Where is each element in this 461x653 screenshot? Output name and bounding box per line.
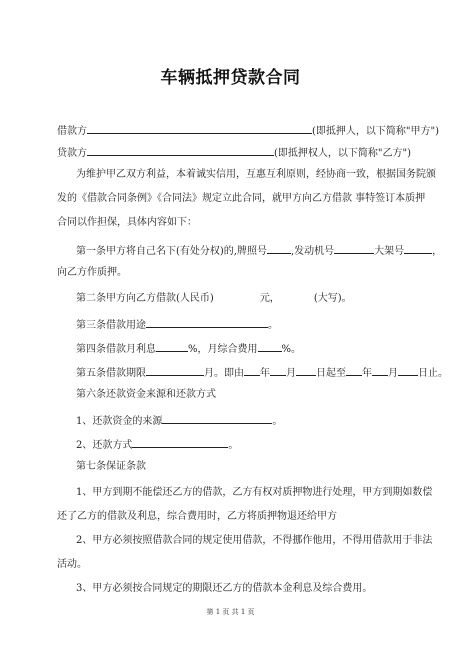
article-5-until: 日起至 bbox=[316, 368, 346, 379]
article-7-p2-line-1: 2、甲方必须按照借款合同的规定使用借款，不得挪作他用，不得用借款用于非法 bbox=[76, 535, 433, 546]
intro-line-1: 为维护甲乙双方利益，本着诚实信用，互惠互利原则，经协商一致，根据国务院颁 bbox=[76, 169, 436, 180]
article-1-frame-label: 大架号 bbox=[374, 246, 405, 257]
lender-suffix: (即抵押权人，以下简称"乙方") bbox=[274, 148, 412, 159]
page-number-footer: 第 1 页 共 1 页 bbox=[206, 608, 255, 616]
intro-line-2: 发的《借款合同条例》《合同法》规定立此合同，就甲方向乙方借款 事特签订本质押 bbox=[57, 193, 426, 204]
article-1-continuation: 向乙方作质押。 bbox=[57, 267, 127, 278]
article-1-engine-label: ,发动机号 bbox=[290, 246, 335, 257]
repayment-source-label: 1、还款资金的来源 bbox=[76, 416, 163, 427]
article-2-line bbox=[76, 292, 406, 306]
article-2-yuan: 元， bbox=[259, 293, 280, 304]
article-7-p1-line-1: 1、甲方到期不能偿还乙方的借款，乙方有权对质押物进行处理，甲方到期如数偿 bbox=[76, 487, 433, 498]
end-month-blank bbox=[372, 364, 388, 376]
start-month-blank bbox=[270, 364, 286, 376]
article-4-line bbox=[76, 340, 406, 357]
article-5-end: 日止。 bbox=[418, 368, 448, 379]
repayment-source-end: 。 bbox=[272, 416, 283, 427]
purpose-blank bbox=[146, 316, 268, 328]
article-5-year: 年 bbox=[260, 368, 270, 379]
borrower-suffix: (即抵押人，以下简称"甲方") bbox=[312, 126, 440, 137]
article-2-capital: (大写)。 bbox=[313, 293, 352, 304]
article-5-month: 月 bbox=[286, 368, 296, 379]
borrower-label: 借款方 bbox=[57, 126, 87, 137]
repayment-method-end: 。 bbox=[228, 440, 239, 451]
borrower-line bbox=[57, 122, 440, 139]
article-1-line bbox=[76, 242, 443, 259]
article-5-end-month: 月 bbox=[388, 368, 398, 379]
article-5-line bbox=[76, 364, 448, 381]
term-blank bbox=[146, 364, 204, 376]
article-3-end: 。 bbox=[268, 320, 278, 331]
end-day-blank bbox=[398, 364, 418, 376]
borrower-blank bbox=[87, 122, 312, 134]
article-4-text: 第四条借款月利息 bbox=[76, 344, 156, 355]
article-4-end: %。 bbox=[281, 344, 302, 355]
article-3-line bbox=[76, 316, 406, 333]
interest-rate-blank bbox=[156, 340, 188, 352]
article-7-p1-line-2: 还了乙方的借款及利息，综合费用时，乙方将质押物退还给甲方 bbox=[57, 511, 337, 522]
frame-number-blank bbox=[404, 242, 432, 254]
article-6-item-1 bbox=[76, 412, 406, 429]
lender-label: 贷款方 bbox=[57, 148, 87, 159]
article-5-from: 月。即由 bbox=[204, 368, 244, 379]
article-1-text: 第一条甲方将自己名下(有处分权)的,牌照号 bbox=[76, 246, 267, 257]
end-year-blank bbox=[346, 364, 362, 376]
article-5-end-year: 年 bbox=[362, 368, 372, 379]
article-1-comma: ， bbox=[432, 246, 443, 257]
start-day-blank bbox=[296, 364, 316, 376]
intro-line-3: 合同以作担保，具体内容如下： bbox=[57, 217, 197, 228]
lender-blank bbox=[87, 144, 274, 156]
article-5-text: 第五条借款期限 bbox=[76, 368, 146, 379]
repayment-source-blank bbox=[162, 412, 272, 424]
article-6-item-2 bbox=[76, 436, 406, 453]
repayment-method-blank bbox=[132, 436, 228, 448]
repayment-method-label: 2、还款方式 bbox=[76, 440, 133, 451]
article-6-title: 第六条还款资金来源和还款方式 bbox=[76, 389, 216, 400]
lender-line bbox=[57, 144, 412, 161]
engine-number-blank bbox=[334, 242, 374, 254]
article-7-title: 第七条保证条款 bbox=[76, 461, 146, 472]
article-3-text: 第三条借款用途 bbox=[76, 320, 146, 331]
document-title: 车辆抵押贷款合同 bbox=[160, 68, 301, 88]
article-2-text: 第二条甲方向乙方借款(人民币) bbox=[76, 293, 214, 304]
fee-rate-blank bbox=[258, 340, 282, 352]
article-7-p3-line-1: 3、甲方必须按合同规定的期限还乙方的借款本金利息及综合费用。 bbox=[76, 583, 373, 594]
article-7-p2-line-2: 活动。 bbox=[57, 559, 87, 570]
article-4-fee-label: %，月综合费用 bbox=[188, 344, 258, 355]
start-year-blank bbox=[244, 364, 260, 376]
plate-number-blank bbox=[267, 242, 291, 254]
